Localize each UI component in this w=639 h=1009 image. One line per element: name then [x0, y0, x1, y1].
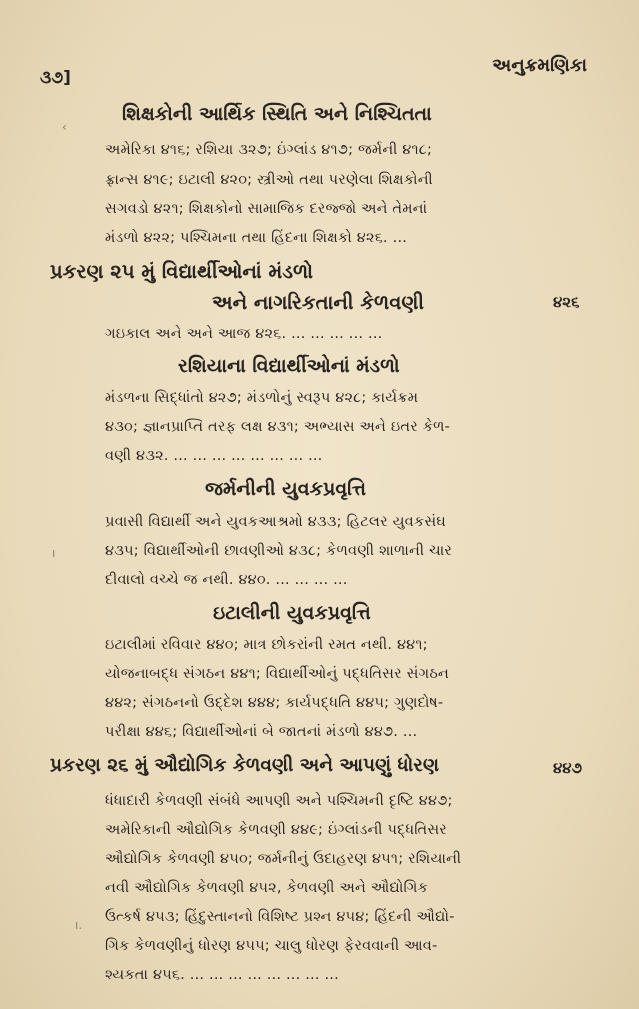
toc-line: ૪૩૫; વિદ્યાર્થીઓની છાવણીઓ ૪૩૮; કેળવણી શાળાની ચાર	[105, 543, 453, 559]
margin-mark: ı	[52, 546, 56, 560]
toc-line: નવી ઔદ્યોગિક કેળવણી ૪૫૨, કેળવણી અને ઔદ્યોગિક	[105, 880, 429, 896]
toc-line: ફ્રાન્સ ૪૧૯; ઇટાલી ૪૨૦; સ્ત્રીઓ તથા પરણેલા શિક્ષકોની	[105, 172, 433, 188]
margin-mark: ı.	[75, 918, 83, 932]
toc-line: ઉત્કર્ષ ૪૫૩; હિંદુસ્તાનનો વિશિષ્ટ પ્રશ્ન ૪૫૪; હિંદની ઔદ્યો-	[105, 909, 455, 925]
page-number: ૩૭]	[40, 68, 71, 88]
section-heading: રશિયાના વિદ્યાર્થીઓનાં મંડળો	[178, 355, 400, 377]
toc-line: દીવાલો વચ્ચે જ નથી. ૪૪૦. ... ... ... ...	[105, 572, 348, 588]
chapter-page: ૪૪૭	[553, 759, 583, 777]
toc-line: સગવડો ૪૨૧; શિક્ષકોનો સામાજિક દરજ્જો અને તેમનાં	[105, 201, 428, 217]
section-heading: શિક્ષકોની આર્થિક સ્થિતિ અને નિશ્ચિતતા	[122, 103, 432, 125]
toc-line: ધંધાદારી કેળવણી સંબંધે આપણી અને પશ્ચિમની દૃષ્ટિ ૪૪૭;	[105, 793, 453, 809]
running-head: અનુક્રમણિકા	[492, 55, 587, 76]
toc-line: યોજનાબદ્ધ સંગઠન ૪૪૧; વિદ્યાર્થીઓનું પદ્ધતિસર સંગઠન	[105, 666, 449, 682]
chapter-title: પ્રકરણ ૨૬ મું ઔદ્યોગિક કેળવણી અને આપણું ધોરણ	[50, 755, 439, 776]
toc-line: મંડળો ૪૨૨; પશ્ચિમના તથા હિંદના શિક્ષકો ૪૨૬. ...	[105, 230, 408, 246]
toc-line: પરીક્ષા ૪૪૬; વિદ્યાર્થીઓનાં બે જાતનાં મંડળો ૪૪૭. ...	[105, 724, 418, 740]
toc-line: ૪૪૨; સંગઠનનો ઉદ્દેશ ૪૪૪; કાર્યપદ્ધતિ ૪૪૫; ગુણદોષ-	[105, 695, 444, 711]
chapter-title-continued: અને નાગરિકતાની કેળવણી	[212, 291, 424, 314]
toc-line: મંડળના સિદ્ધાંતો ૪૨૭; મંડળોનું સ્વરૂપ ૪૨૮; કાર્યક્રમ	[105, 390, 419, 406]
section-heading: ઇટાલીની યુવકપ્રવૃત્તિ	[213, 602, 371, 624]
toc-line: ઔદ્યોગિક કેળવણી ૪૫૦; જર્મનીનું ઉદાહરણ ૪૫૧; રશિયાની	[105, 851, 462, 867]
section-heading: જર્મનીની યુવકપ્રવૃત્તિ	[205, 478, 366, 500]
toc-line: અમેરિકાની ઔદ્યોગિક કેળવણી ૪૪૯; ઇંગ્લાંડની પદ્ધતિસર	[105, 822, 448, 838]
toc-line: ૪૩૦; જ્ઞાનપ્રાપ્તિ તરફ લક્ષ ૪૩૧; અભ્યાસ અને ઇતર કેળ-	[105, 419, 451, 435]
toc-line: વણી ૪૩૨. ... ... ... ... ... ... ... ...	[105, 448, 323, 464]
margin-mark: ‹	[62, 120, 67, 134]
toc-line: અમેરિકા ૪૧૬; રશિયા ૩૨૭; ઇંગ્લાંડ ૪૧૭; જર્મની ૪૧૮;	[105, 142, 433, 158]
toc-line: શ્યકતા ૪૫૬. ... ... ... ... ... ... ... ...	[105, 967, 339, 983]
chapter-page: ૪૨૬	[553, 293, 580, 311]
toc-line: ગઇકાલ અને અને આજ ૪૨૬. ... ... ... ... ...	[105, 326, 383, 342]
chapter-title: પ્રકરણ ૨૫ મું વિદ્યાર્થીઓનાં મંડળો	[50, 260, 314, 283]
toc-line: ગિક કેળવણીનું ધોરણ ૪૫૫; ચાલુ ધોરણ ફેરવવાની આવ-	[105, 938, 438, 954]
toc-line: ઇટાલીમાં રવિવાર ૪૪૦; માત્ર છોકરાંની રમત નથી. ૪૪૧;	[105, 637, 428, 653]
toc-line: પ્રવાસી વિદ્યાર્થી અને યુવકઆશ્રમો ૪૩૩; હિટલર યુવકસંઘ	[105, 514, 446, 530]
